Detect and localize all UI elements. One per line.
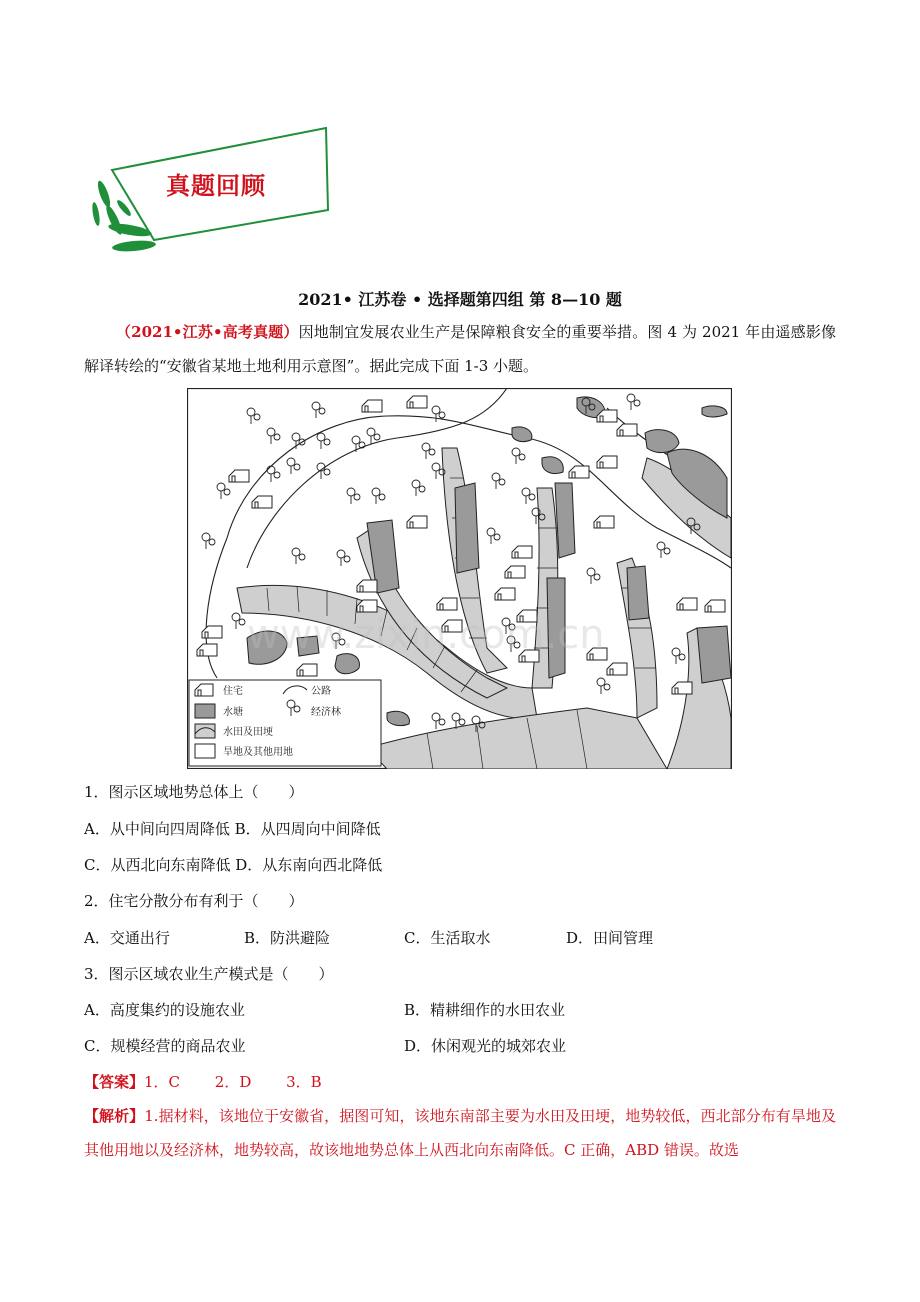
- map-legend: [189, 680, 381, 766]
- map-watermark: www.zixin.com.cn: [247, 612, 605, 658]
- answer-line: [84, 1071, 322, 1092]
- legend-label-road: 公路: [311, 686, 331, 697]
- analysis-label: 【解析】: [84, 1107, 145, 1125]
- question-1-options-row-2: C．从西北向东南降低 D．从东南向西北降低: [84, 856, 383, 874]
- analysis-text: 1.据材料，该地位于安徽省，据图可知，该地东南部主要为水田及田埂，地势较低，西北部分布有旱地及其他用地以及经济林，地势较高，故该地地势总体上从西北向东南降低。C 正确，ABD 错误。故选: [84, 1107, 836, 1159]
- land-use-map: [187, 388, 732, 769]
- source-tag: （2021•江苏•高考真题）: [116, 323, 299, 341]
- legend-label-forest: 经济林: [311, 707, 341, 718]
- answer-text: 1．C 2．D 3．B: [144, 1073, 322, 1091]
- question-2-option-a: A．交通出行: [84, 929, 170, 947]
- question-2-option-b: B．防洪避险: [244, 929, 331, 947]
- question-3-option-d: D．休闲观光的城郊农业: [404, 1037, 567, 1055]
- question-2-option-c: C．生活取水: [404, 929, 491, 947]
- paddy-swatch: [195, 724, 215, 738]
- question-3-option-c: C．规模经营的商品农业: [84, 1037, 246, 1055]
- question-1-stem: 1．图示区域地势总体上（ ）: [84, 783, 304, 801]
- question-3-option-b: B．精耕细作的水田农业: [404, 1001, 566, 1019]
- pond-swatch: [195, 704, 215, 718]
- legend-label-pond: 水塘: [223, 707, 243, 718]
- intro-paragraph: [84, 315, 836, 383]
- question-3-stem: 3．图示区域农业生产模式是（ ）: [84, 965, 334, 983]
- intro-text: 因地制宜发展农业生产是保障粮食安全的重要举措。图 4 为 2021 年由遥感影像解译转绘的“安徽省某地土地利用示意图”。据此完成下面 1-3 小题。: [84, 323, 836, 375]
- banner-title: 真题回顾: [166, 172, 266, 200]
- legend-label-paddy: 水田及田埂: [223, 727, 273, 738]
- question-1-options-row-1: A．从中间向四周降低 B．从四周向中间降低: [84, 820, 381, 838]
- question-3-option-a: A．高度集约的设施农业: [84, 1001, 245, 1019]
- analysis-paragraph: [84, 1099, 836, 1167]
- section-heading: 2021• 江苏卷 • 选择题第四组 第 8—10 题: [298, 290, 622, 309]
- question-2-option-d: D．田间管理: [566, 929, 654, 947]
- legend-label-dryland: 旱地及其他用地: [223, 747, 293, 758]
- dryland-swatch: [195, 744, 215, 758]
- question-2-stem: 2．住宅分散分布有利于（ ）: [84, 892, 304, 910]
- legend-label-house: 住宅: [223, 686, 243, 697]
- answer-label: 【答案】: [84, 1073, 145, 1091]
